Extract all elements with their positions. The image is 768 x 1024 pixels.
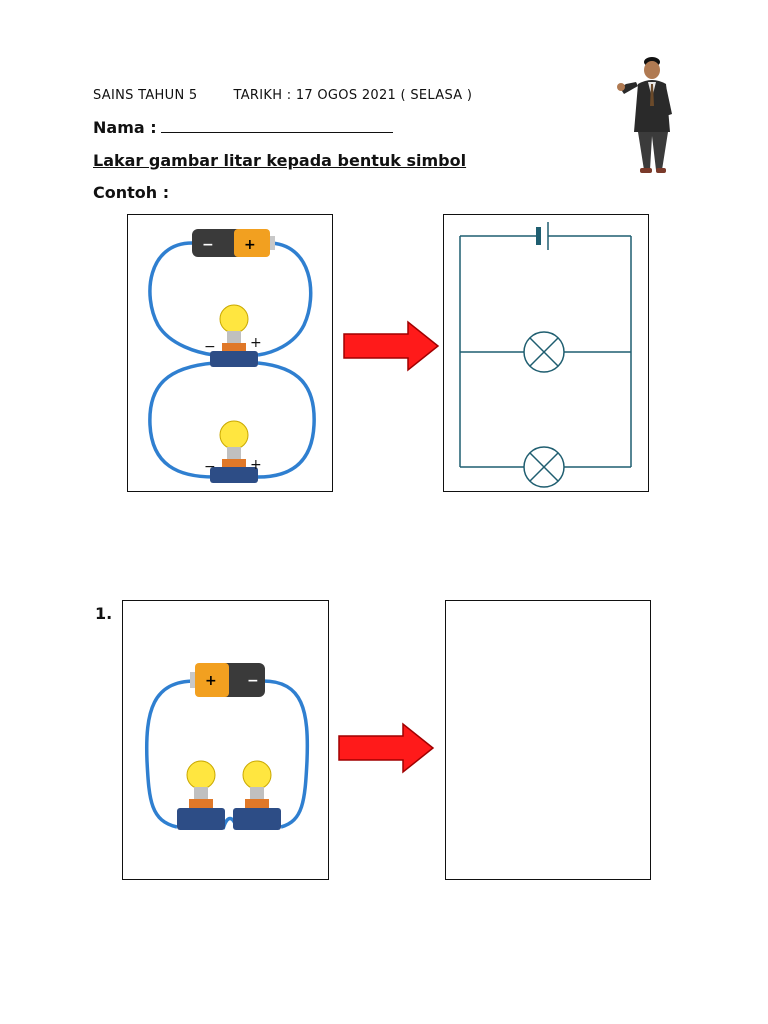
arrow-icon: [337, 722, 435, 774]
question-number: 1.: [95, 604, 113, 623]
name-label: Nama :: [93, 118, 157, 137]
battery-icon: [190, 663, 265, 697]
subject-label: SAINS TAHUN 5: [93, 88, 198, 103]
example-circuit-picture: [127, 214, 333, 492]
bulb-icon: [177, 761, 225, 830]
bulb-minus-sign: −: [204, 459, 216, 475]
battery-minus-sign: −: [202, 237, 214, 253]
cell-symbol: [536, 222, 548, 250]
bulb-icon: [204, 305, 262, 367]
question-1-circuit-picture: [122, 600, 329, 880]
bulb-plus-sign: +: [250, 457, 262, 473]
battery-minus-sign: −: [247, 673, 259, 689]
date-label: TARIKH : 17 OGOS 2021 ( SELASA ): [233, 88, 473, 103]
lamp-symbol: [524, 447, 564, 487]
bulb-icon: [233, 761, 281, 830]
arrow-icon: [342, 320, 440, 372]
instruction-heading: Lakar gambar litar kepada bentuk simbol: [93, 151, 467, 170]
bulb-plus-sign: +: [250, 335, 262, 351]
bulb-icon: [204, 421, 262, 483]
teacher-illustration: [614, 54, 684, 180]
example-label: Contoh :: [93, 183, 170, 202]
name-blank-line[interactable]: [161, 118, 393, 133]
worksheet-header: [93, 88, 472, 103]
bulb-minus-sign: −: [204, 339, 216, 355]
lamp-symbol: [524, 332, 564, 372]
question-1-answer-box[interactable]: [445, 600, 651, 880]
battery-plus-sign: +: [205, 673, 217, 689]
name-field: [93, 118, 393, 137]
example-circuit-symbol: [443, 214, 649, 492]
battery-plus-sign: +: [244, 237, 256, 253]
battery-icon: [192, 229, 275, 257]
